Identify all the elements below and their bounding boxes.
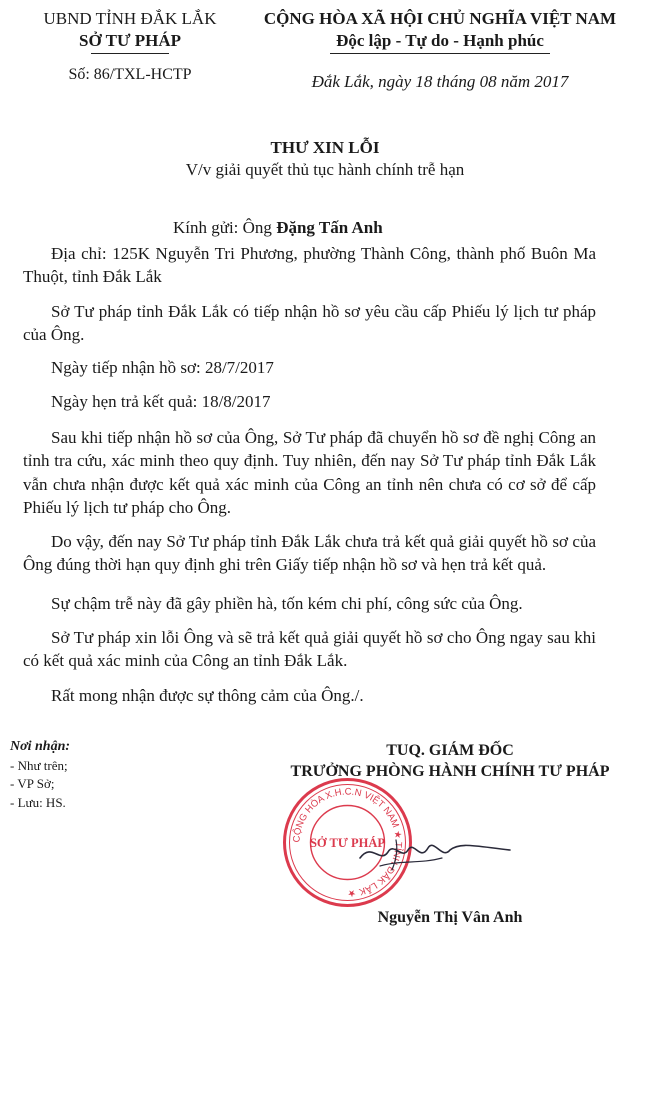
recipient-item: - VP Sở; xyxy=(10,776,55,791)
department-name: SỞ TƯ PHÁP xyxy=(78,31,181,50)
issuing-authority-block xyxy=(20,8,240,85)
body-paragraph-6: Rất mong nhận được sự thông cảm của Ông./. xyxy=(51,686,364,705)
signatory-authority: TUQ. GIÁM ĐỐC xyxy=(386,742,514,759)
motto-underline xyxy=(330,53,550,54)
national-title: CỘNG HÒA XÃ HỘI CHỦ NGHĨA VIỆT NAM xyxy=(263,9,617,28)
due-date-line: Ngày hẹn trả kết quả: 18/8/2017 xyxy=(51,392,271,411)
body-paragraph-4: Sự chậm trễ này đã gây phiền hà, tốn kém chi phí, công sức của Ông. xyxy=(51,594,523,613)
recipients-block xyxy=(10,738,230,812)
greeting xyxy=(173,216,613,239)
province-committee: UBND TỈNH ĐẮK LẮK xyxy=(43,9,217,28)
seal-center-text: SỞ TƯ PHÁP xyxy=(309,836,386,850)
national-header-block xyxy=(240,8,640,93)
document-number: Số: 86/TXL-HCTP xyxy=(68,66,192,83)
letter-subject: V/v giải quyết thủ tục hành chính trễ hạn xyxy=(185,160,465,179)
handwritten-signature xyxy=(350,820,520,880)
signatory-name: Nguyễn Thị Vân Anh xyxy=(377,909,523,926)
recipients-heading: Nơi nhận: xyxy=(10,739,71,754)
seal-ring-text: CỘNG HÒA X.H.C.N VIỆT NAM ★ TỈNH ĐẮK LẮK ★ xyxy=(291,786,404,899)
department-underline xyxy=(91,53,169,54)
national-motto: Độc lập - Tự do - Hạnh phúc xyxy=(336,31,544,50)
place-and-date: Đắk Lắk, ngày 18 tháng 08 năm 2017 xyxy=(311,72,569,91)
body-paragraph-2: Sau khi tiếp nhận hồ sơ của Ông, Sở Tư pháp đã chuyển hồ sơ đề nghị Công an tỉnh tra cứu, xác minh theo quy định. Tuy nhiên, đến nay Sở Tư pháp tỉnh Đắk Lắk vẫn chưa nhận được kết quả xác minh của Công an tỉnh nên chưa có cơ sở để cấp Phiếu lý lịch tư pháp cho Ông. xyxy=(23,428,596,518)
body-paragraph-5: Sở Tư pháp xin lỗi Ông và sẽ trả kết quả giải quyết hồ sơ cho Ông ngay sau khi có kết quả xác minh của Công an tỉnh Đắk Lắk. xyxy=(23,628,596,671)
greeting-label: Kính gửi: Ông xyxy=(173,218,277,237)
recipient-item: - Như trên; xyxy=(10,757,68,773)
address-paragraph: Địa chỉ: 125K Nguyễn Tri Phương, phường Thành Công, thành phố Buôn Ma Thuột, tỉnh Đắk Lắk xyxy=(23,244,596,287)
body-paragraph-3: Do vậy, đến nay Sở Tư pháp tỉnh Đắk Lắk chưa trả kết quả giải quyết hồ sơ của Ông đúng thời hạn quy định ghi trên Giấy tiếp nhận hồ sơ và hẹn trả kết quả. xyxy=(23,532,596,575)
received-date-line: Ngày tiếp nhận hồ sơ: 28/7/2017 xyxy=(51,358,274,377)
signatory-position: TRƯỞNG PHÒNG HÀNH CHÍNH TƯ PHÁP xyxy=(290,763,610,780)
body-paragraph-1: Sở Tư pháp tỉnh Đắk Lắk có tiếp nhận hồ sơ yêu cầu cấp Phiếu lý lịch tư pháp của Ông. xyxy=(23,302,596,345)
letter-title: THƯ XIN LỖI xyxy=(270,138,380,157)
recipient-name: Đặng Tấn Anh xyxy=(276,218,383,237)
recipient-item: - Lưu: HS. xyxy=(10,794,66,810)
